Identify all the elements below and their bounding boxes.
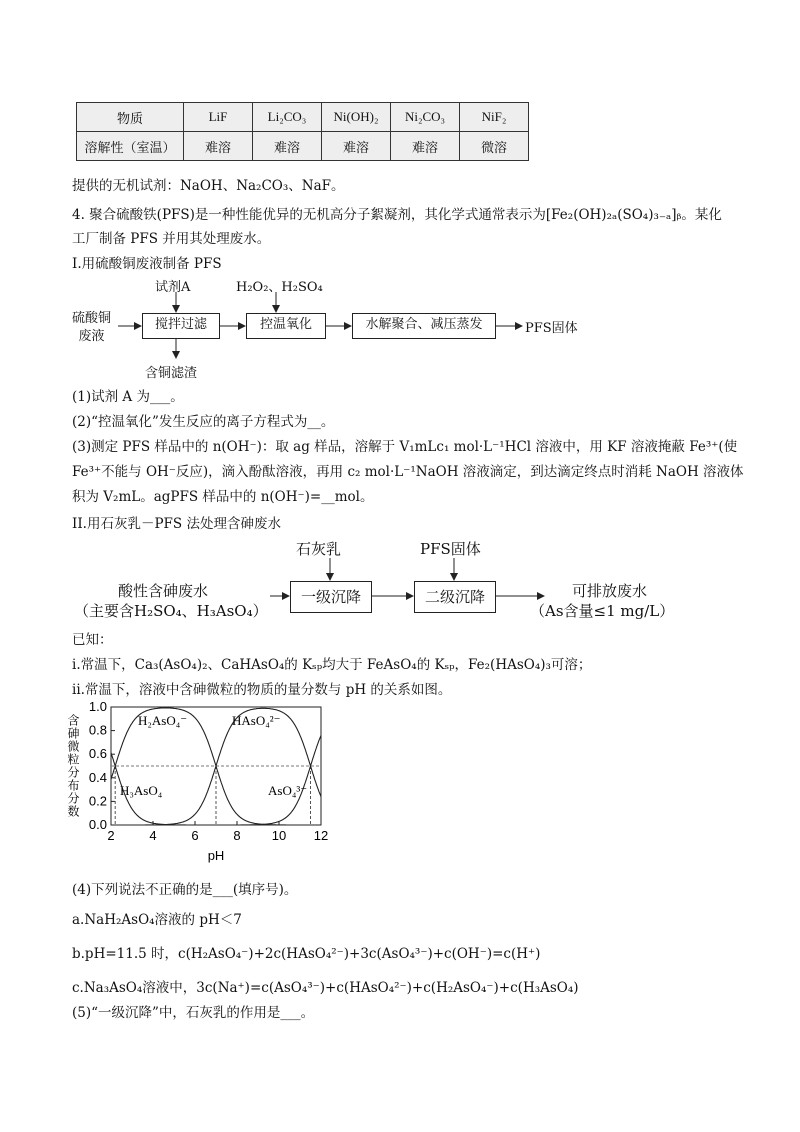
series-label: AsO₄³⁻ bbox=[268, 783, 308, 798]
discharge-output: 可排放废水 bbox=[572, 582, 648, 600]
x-tick-label: 4 bbox=[149, 828, 157, 843]
y-axis-label: 含砷微粒分布分数 bbox=[66, 714, 80, 818]
question-1: (1)试剂 A 为___。 bbox=[72, 389, 184, 405]
y-tick-label: 0.4 bbox=[88, 769, 107, 785]
question-3-cont: 积为 V₂mL。agPFS 样品中的 n(OH⁻)=__mol。 bbox=[72, 489, 374, 505]
known-i: i.常温下，Ca₃(AsO₄)₂、CaHAsO₄的 Kₛₚ均大于 FeAsO₄的 Kₛₚ，Fe₂(HAsO₄)₃可溶； bbox=[72, 657, 592, 673]
table-cell: 溶解性（室温） bbox=[77, 132, 184, 161]
option-c: c.Na₃AsO₄溶液中，3c(Na⁺)=c(AsO₄³⁻)+c(HAsO₄²⁻)+c(H₂AsO₄⁻)+c(H₃AsO₄) bbox=[72, 980, 579, 996]
step-hydrolysis: 水解聚合、减压蒸发 bbox=[352, 313, 496, 339]
part-1-title: I.用硫酸铜废液制备 PFS bbox=[72, 256, 222, 272]
question-2: (2)“控温氧化”发生反应的离子方程式为__。 bbox=[72, 414, 335, 430]
part-2-title: II.用石灰乳－PFS 法处理含砷废水 bbox=[72, 516, 281, 532]
x-tick-label: 2 bbox=[107, 828, 115, 843]
copper-residue-label: 含铜滤渣 bbox=[145, 366, 198, 381]
reagent-h2o2-label: H₂O₂、H₂SO₄ bbox=[236, 280, 323, 295]
table-cell: 难溶 bbox=[391, 132, 460, 161]
known-label: 已知： bbox=[72, 632, 113, 648]
lime-label: 石灰乳 bbox=[296, 540, 342, 558]
question-3-cont: Fe³⁺不能与 OH⁻反应)，滴入酚酞溶液，再用 c₂ mol·L⁻¹NaOH 溶液滴定，到达滴定终点时消耗 NaOH 溶液体 bbox=[72, 464, 744, 480]
arsenic-input-detail: （主要含H₂SO₄、H₃AsO₄） bbox=[74, 602, 268, 620]
series-label: H₃AsO₄ bbox=[120, 783, 163, 798]
table-cell: Li₂CO₃ bbox=[253, 103, 322, 132]
question-4-intro: 4. 聚合硫酸铁(PFS)是一种性能优异的无机高分子絮凝剂，其化学式通常表示为[Fe₂(OH)₂ₐ(SO₄)₃₋ₐ]ᵦ。某化 bbox=[72, 207, 722, 223]
flow-output: PFS固体 bbox=[525, 321, 578, 336]
x-tick-label: 10 bbox=[271, 828, 287, 843]
series-label: H₂AsO₄⁻ bbox=[138, 713, 188, 728]
x-axis-label: pH bbox=[207, 848, 225, 863]
question-5: (5)“一级沉降”中，石灰乳的作用是___。 bbox=[72, 1005, 315, 1021]
y-tick-label: 1.0 bbox=[88, 699, 107, 714]
table-cell: 难溶 bbox=[184, 132, 253, 161]
series-label: HAsO₄²⁻ bbox=[232, 713, 281, 728]
y-tick-label: 0.6 bbox=[88, 746, 107, 762]
step-stir-filter: 搅拌过滤 bbox=[142, 313, 220, 339]
flow-input-line: 废液 bbox=[78, 329, 105, 344]
y-tick-label: 0.0 bbox=[88, 817, 107, 832]
arsenic-input: 酸性含砷废水 bbox=[118, 582, 209, 600]
table-cell: 难溶 bbox=[253, 132, 322, 161]
table-cell: 微溶 bbox=[460, 132, 529, 161]
table-cell: Ni₂CO₃ bbox=[391, 103, 460, 132]
pfs-label: PFS固体 bbox=[420, 540, 481, 558]
step-secondary-settle: 二级沉降 bbox=[414, 581, 496, 613]
table-cell: LiF bbox=[184, 103, 253, 132]
question-4: (4)下列说法不正确的是___(填序号)。 bbox=[72, 882, 298, 898]
y-tick-label: 0.8 bbox=[88, 722, 107, 738]
known-ii: ii.常温下，溶液中含砷微粒的物质的量分数与 pH 的关系如图。 bbox=[72, 682, 452, 698]
option-a: a.NaH₂AsO₄溶液的 pH＜7 bbox=[72, 912, 242, 928]
reagents-line: 提供的无机试剂：NaOH、Na₂CO₃、NaF。 bbox=[72, 178, 345, 194]
y-tick-label: 0.2 bbox=[88, 793, 107, 809]
step-temp-oxidation: 控温氧化 bbox=[246, 313, 326, 339]
x-tick-label: 12 bbox=[313, 828, 329, 843]
x-tick-label: 6 bbox=[191, 828, 199, 843]
table-cell: 难溶 bbox=[322, 132, 391, 161]
option-b: b.pH=11.5 时，c(H₂AsO₄⁻)+2c(HAsO₄²⁻)+3c(AsO₄³⁻)+c(OH⁻)=c(H⁺) bbox=[72, 946, 541, 962]
step-primary-settle: 一级沉降 bbox=[290, 581, 372, 613]
table-cell: NiF₂ bbox=[460, 103, 529, 132]
flow-input-line: 硫酸铜 bbox=[72, 311, 112, 326]
question-3: (3)测定 PFS 样品中的 n(OH⁻)：取 ag 样品，溶解于 V₁mLc₁ mol·L⁻¹HCl 溶液中，用 KF 溶液掩蔽 Fe³⁺(使 bbox=[72, 439, 738, 455]
x-tick-label: 8 bbox=[233, 828, 241, 843]
discharge-output-detail: （As含量≤1 mg/L） bbox=[530, 602, 675, 620]
reagent-a-label: 试剂A bbox=[155, 280, 191, 295]
table-cell: Ni(OH)₂ bbox=[322, 103, 391, 132]
question-4-intro-cont: 工厂制备 PFS 并用其处理废水。 bbox=[72, 231, 271, 247]
table-cell: 物质 bbox=[77, 103, 184, 132]
